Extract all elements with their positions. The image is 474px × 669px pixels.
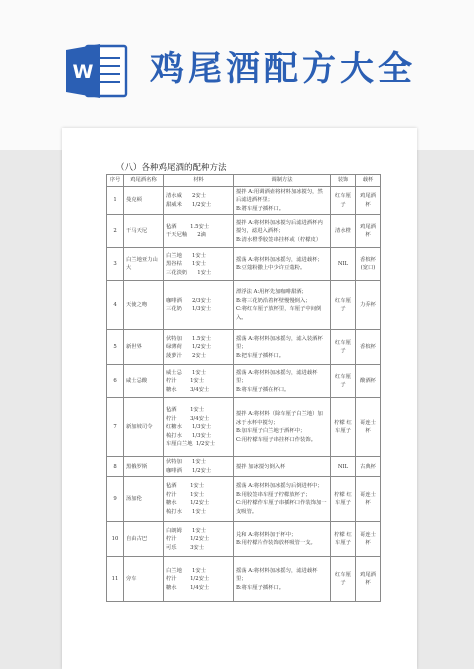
method-cell: 漂浮法 A:用杯先加咖啡甜酒； B:将三花奶沿着杯壁慢慢倒入； C:将红车厘子放杯里，车厘子中间倒入。 — [234, 281, 331, 330]
garnish-cell: 清水橙 — [331, 215, 356, 248]
glass-cell: 鸡尾酒杯 — [356, 215, 381, 248]
row-number: 5 — [107, 330, 124, 365]
row-number: 9 — [107, 477, 124, 522]
glass-cell: 香槟杯(宽口) — [356, 248, 381, 281]
method-cell: 搅拌 A:用调酒壶将材料加冰搅匀，然后滤进酒杯里； B:將车厘子插杯口。 — [234, 187, 331, 215]
glass-cell: 香槟杯 — [356, 330, 381, 365]
glass-cell: 哥连士杯 — [356, 398, 381, 457]
table-row — [107, 365, 381, 398]
ingredients-cell: 伏特加 1安士 咖啡酒 1/2安士 — [164, 457, 234, 477]
ingredients-cell: 毡酒 1安士 柠汁 3/4安士 红糖水 1/3安士 梳打水 1/3安士 车厘白兰地 1/2安士 — [164, 398, 234, 457]
column-header: 材料 — [164, 175, 234, 187]
table-row — [107, 477, 381, 522]
garnish-cell: 柠檬 红车厘子 — [331, 522, 356, 557]
cocktail-name: 旁车 — [124, 557, 164, 602]
garnish-cell: 柠檬 红车厘子 — [331, 398, 356, 457]
document-title: 鸡尾酒配方大全 — [150, 49, 416, 89]
row-number: 10 — [107, 522, 124, 557]
row-number: 7 — [107, 398, 124, 457]
garnish-cell: 红车厘子 — [331, 281, 356, 330]
method-cell: 摇荡 A:将材料加冰摇匀，滤进载杯里； B:将车厘子插在杯口。 — [234, 365, 331, 398]
document-page — [62, 128, 417, 669]
ingredients-cell: 威士忌 1安士 柠汁 1安士 糖水 3/4安士 — [164, 365, 234, 398]
glass-cell: 力乔杯 — [356, 281, 381, 330]
glass-cell: 鸡尾酒杯 — [356, 557, 381, 602]
method-cell: 摇荡 A:将材料加冰摇匀，滤入装酒杯里； B:把车厘子插杯口。 — [234, 330, 331, 365]
cocktail-name: 黑俄罗斯 — [124, 457, 164, 477]
cocktail-name: 新加坡司令 — [124, 398, 164, 457]
column-header: 调制方法 — [234, 175, 331, 187]
table-row — [107, 330, 381, 365]
recipe-table — [106, 174, 381, 602]
cocktail-name: 干马天尼 — [124, 215, 164, 248]
cocktail-name: 白兰地亚力山大 — [124, 248, 164, 281]
table-row — [107, 215, 381, 248]
row-number: 11 — [107, 557, 124, 602]
table-row — [107, 457, 381, 477]
cocktail-name: 天使之吻 — [124, 281, 164, 330]
cocktail-name: 新世界 — [124, 330, 164, 365]
method-cell: 摇荡 A:将材料加冰摇匀后倒进杯中； B:用胶签串车厘子柠檬放杯子； C:用柠檬作车厘子串插杯口作装饰加一支吸管。 — [234, 477, 331, 522]
garnish-cell: 红车厘子 — [331, 365, 356, 398]
row-number: 4 — [107, 281, 124, 330]
method-cell: 搅拌 A:将材料加冰搅匀后滤进酒杯内搅匀，滤进入酒杯； B:清水橙季胶签串挂杯或（柠檬皮） — [234, 215, 331, 248]
method-cell: 搅拌 加冰搅匀倒入杯 — [234, 457, 331, 477]
cocktail-name: 咸士忌酸 — [124, 365, 164, 398]
ingredients-cell: 毡酒 1.5安士 干天尼釉 2滴 — [164, 215, 234, 248]
method-cell: 搅拌 A:将材料（除车厘子白兰地）加冰于水杯中搅匀； B:加车厘子白兰地于酒杯中； C:用柠檬车厘子串挂杯口作装饰。 — [234, 398, 331, 457]
cocktail-name: 自由古巴 — [124, 522, 164, 557]
cocktail-name: 曼克顿 — [124, 187, 164, 215]
method-cell: 摇荡 A:将材料加冰摇匀，滤进载杯； B:豆蔻粉撒上中少许豆蔻粉。 — [234, 248, 331, 281]
table-row — [107, 557, 381, 602]
column-header: 鸡尾酒名称 — [124, 175, 164, 187]
svg-text:W: W — [72, 61, 94, 83]
table-row — [107, 398, 381, 457]
word-doc-icon — [64, 40, 130, 102]
section-title: （八）各种鸡尾酒的配种方法 — [116, 163, 227, 173]
glass-cell: 哥连士杯 — [356, 477, 381, 522]
table-row — [107, 522, 381, 557]
glass-cell: 酸酒杯 — [356, 365, 381, 398]
table-row — [107, 281, 381, 330]
method-cell: 兑和 A:将材料加于杯中； B:用柠檬片作装饰放杯吸管一支。 — [234, 522, 331, 557]
table-row — [107, 248, 381, 281]
glass-cell: 古典杯 — [356, 457, 381, 477]
garnish-cell: 柠檬 红车厘子 — [331, 477, 356, 522]
garnish-cell: NIL — [331, 457, 356, 477]
row-number: 3 — [107, 248, 124, 281]
table-header-row — [107, 175, 381, 187]
glass-cell: 哥连士杯 — [356, 522, 381, 557]
garnish-cell: 红车厘子 — [331, 330, 356, 365]
ingredients-cell: 咖啡酒 2/3安士 三花奶 1/3安士 — [164, 281, 234, 330]
ingredients-cell: 白兰地 1安士 柠汁 1/2安士 糖水 1/4安士 — [164, 557, 234, 602]
ingredients-cell: 毡酒 1安士 柠汁 1安士 糖水 1/2安士 梳打水 1安士 — [164, 477, 234, 522]
ingredients-cell: 清水威 2安士 甜威米 1/2安士 — [164, 187, 234, 215]
column-header: 序号 — [107, 175, 124, 187]
row-number: 1 — [107, 187, 124, 215]
ingredients-cell: 白兰地 1安士 黑谷枯 1安士 三花淡奶 1安士 — [164, 248, 234, 281]
method-cell: 摇荡 A:将材料加冰摇匀，滤进载杯里； B:将车厘子插杯口。 — [234, 557, 331, 602]
glass-cell: 鸡尾酒杯 — [356, 187, 381, 215]
ingredients-cell: 白朗姆 1安士 柠汁 1/2安士 可乐 3安士 — [164, 522, 234, 557]
row-number: 2 — [107, 215, 124, 248]
column-header: 载杯 — [356, 175, 381, 187]
row-number: 6 — [107, 365, 124, 398]
table-row — [107, 187, 381, 215]
column-header: 装饰 — [331, 175, 356, 187]
row-number: 8 — [107, 457, 124, 477]
garnish-cell: NIL — [331, 248, 356, 281]
ingredients-cell: 伏特加 1.5安士 绿薄荷 1/2安士 菠萝汁 2安士 — [164, 330, 234, 365]
garnish-cell: 红车厘子 — [331, 557, 356, 602]
cocktail-name: 汤加伦 — [124, 477, 164, 522]
garnish-cell: 红车厘子 — [331, 187, 356, 215]
